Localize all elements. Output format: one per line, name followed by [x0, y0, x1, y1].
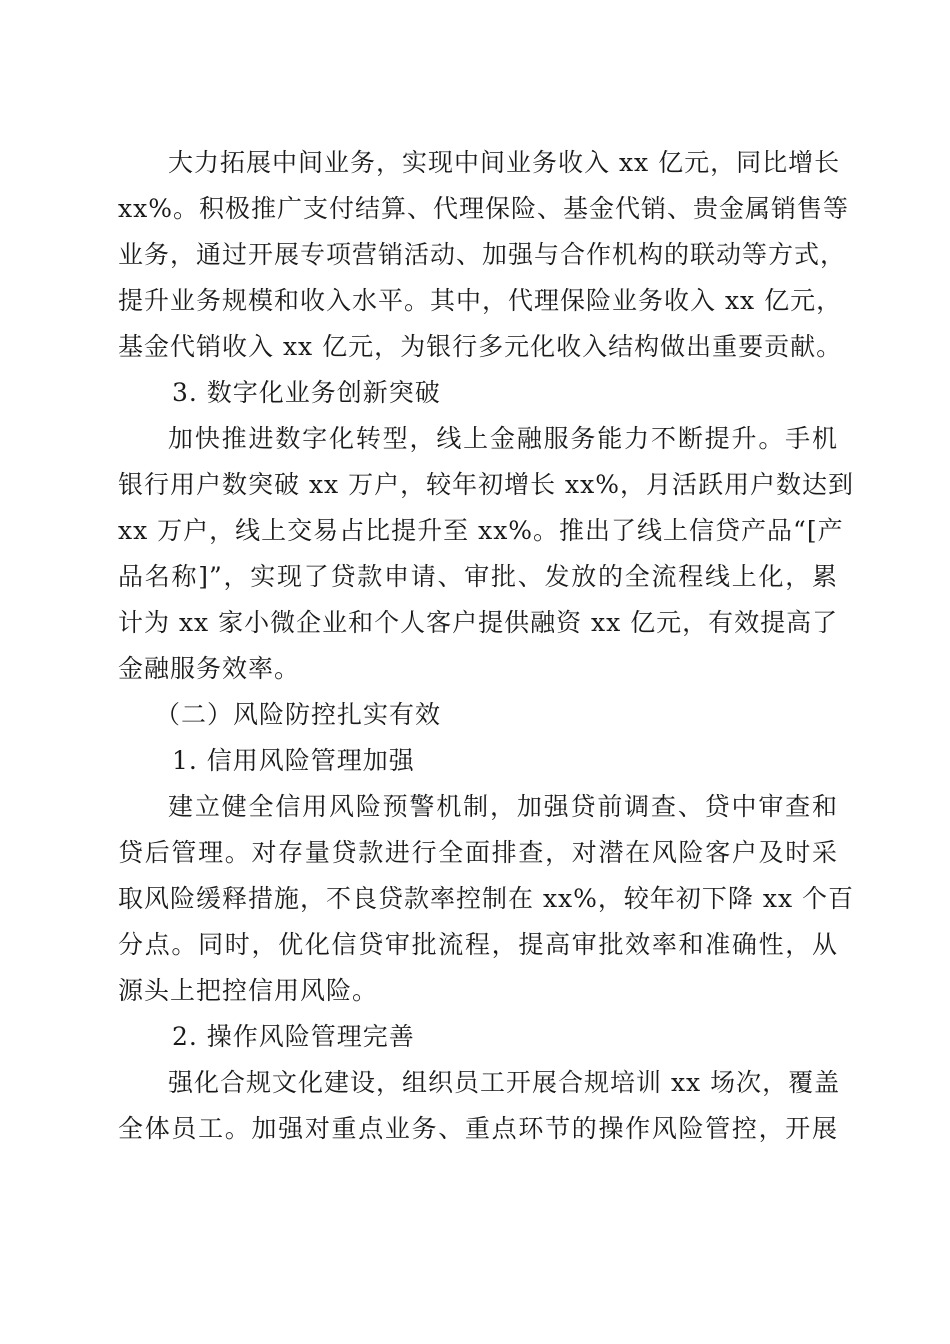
body-text-line: 贷后管理。对存量贷款进行全面排查，对潜在风险客户及时采 [118, 838, 838, 867]
body-text-line: 业务，通过开展专项营销活动、加强与合作机构的联动等方式， [118, 240, 847, 269]
body-text-line: 取风险缓释措施，不良贷款率控制在 xx%，较年初下降 xx 个百 [118, 884, 854, 913]
body-text-line: xx%。积极推广支付结算、代理保险、基金代销、贵金属销售等 [118, 194, 849, 223]
body-text-line: 金融服务效率。 [118, 654, 301, 683]
body-text-line: 提升业务规模和收入水平。其中，代理保险业务收入 xx 亿元， [118, 286, 843, 315]
body-text-line: 源头上把控信用风险。 [118, 976, 379, 1005]
section-heading: 2. 操作风险管理完善 [172, 1022, 415, 1051]
body-text-line: 品名称]”，实现了贷款申请、审批、发放的全流程线上化，累 [118, 562, 838, 591]
body-text-line: 建立健全信用风险预警机制，加强贷前调查、贷中审查和 [168, 792, 838, 821]
section-heading: 3. 数字化业务创新突破 [172, 378, 441, 407]
body-text-line: 计为 xx 家小微企业和个人客户提供融资 xx 亿元，有效提高了 [118, 608, 839, 637]
body-text-line: 加快推进数字化转型，线上金融服务能力不断提升。手机 [168, 424, 838, 453]
body-text-line: 分点。同时，优化信贷审批流程，提高审批效率和准确性，从 [118, 930, 838, 959]
subsection-heading: （二）风险防控扎实有效 [155, 700, 442, 729]
body-text-line: 全体员工。加强对重点业务、重点环节的操作风险管控，开展 [118, 1114, 838, 1143]
body-text-line: 强化合规文化建设，组织员工开展合规培训 xx 场次，覆盖 [168, 1068, 841, 1097]
body-text-line: 银行用户数突破 xx 万户，较年初增长 xx%，月活跃用户数达到 [118, 470, 854, 499]
section-heading: 1. 信用风险管理加强 [172, 746, 415, 775]
body-text-line: xx 万户，线上交易占比提升至 xx%。推出了线上信贷产品“[产 [118, 516, 844, 545]
body-text-line: 大力拓展中间业务，实现中间业务收入 xx 亿元，同比增长 [168, 148, 841, 177]
body-text-line: 基金代销收入 xx 亿元，为银行多元化收入结构做出重要贡献。 [118, 332, 843, 361]
